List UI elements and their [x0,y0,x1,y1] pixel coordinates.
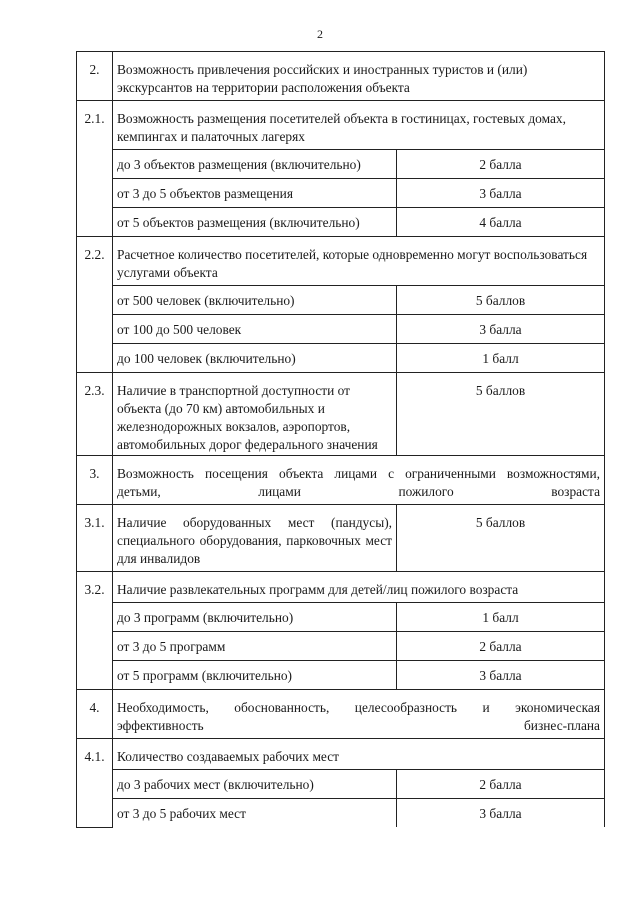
row-number: 4. [77,690,113,739]
option-score: 1 балл [397,603,605,632]
option-score: 2 балла [397,150,605,179]
row-number: 2.2. [77,237,113,373]
option-row [77,632,605,661]
criterion-text: Возможность посещения объекта лицами с ограниченными возможностями, детьми, лицами пожилого возраста [113,456,605,505]
table-row [77,237,605,286]
option-label: от 100 до 500 человек [113,315,397,344]
option-label: до 3 рабочих мест (включительно) [113,770,397,799]
option-label: от 3 до 5 объектов размещения [113,179,397,208]
option-label: от 3 до 5 рабочих мест [113,799,397,828]
table-row [77,690,605,739]
option-row [77,150,605,179]
criterion-text: Наличие развлекательных программ для детей/лиц пожилого возраста [113,572,605,603]
row-number: 3.2. [77,572,113,690]
row-number: 3. [77,456,113,505]
criterion-text: Расчетное количество посетителей, которые одновременно могут воспользоваться услугами объекта [113,237,605,286]
criterion-text: Возможность привлечения российских и иностранных туристов и (или) экскурсантов на территории расположения объекта [113,52,605,101]
page-number: 2 [317,27,323,41]
option-label: от 5 объектов размещения (включительно) [113,208,397,237]
criterion-text: Наличие оборудованных мест (пандусы), специального оборудования, парковочных мест для инвалидов [113,505,397,572]
option-row [77,661,605,690]
table-row [77,572,605,603]
option-score: 4 балла [397,208,605,237]
criterion-text: Наличие в транспортной доступности от объекта (до 70 км) автомобильных и железнодорожных вокзалов, аэропортов, автомобильных дорог федерального значения [113,373,397,456]
option-label: от 3 до 5 программ [113,632,397,661]
option-score: 3 балла [397,661,605,690]
option-label: до 3 программ (включительно) [113,603,397,632]
option-row [77,208,605,237]
option-row [77,603,605,632]
option-score: 2 балла [397,770,605,799]
option-row [77,315,605,344]
option-score: 3 балла [397,179,605,208]
criterion-text: Количество создаваемых рабочих мест [113,739,605,770]
option-row [77,286,605,315]
option-label: от 5 программ (включительно) [113,661,397,690]
option-row [77,179,605,208]
option-row [77,344,605,373]
table-row [77,373,605,456]
option-score: 2 балла [397,632,605,661]
criterion-score: 5 баллов [397,373,605,456]
option-score: 3 балла [397,315,605,344]
option-row [77,799,605,828]
table-row [77,505,605,572]
row-number: 3.1. [77,505,113,572]
option-score: 1 балл [397,344,605,373]
row-number: 4.1. [77,739,113,828]
option-label: от 500 человек (включительно) [113,286,397,315]
row-number: 2.1. [77,101,113,237]
option-label: до 100 человек (включительно) [113,344,397,373]
option-score: 5 баллов [397,286,605,315]
criteria-table [76,51,605,828]
table-row [77,739,605,770]
table-row [77,101,605,150]
option-score: 3 балла [397,799,605,828]
criterion-text: Необходимость, обоснованность, целесообразность и экономическая эффективность бизнес-плана [113,690,605,739]
criterion-text: Возможность размещения посетителей объекта в гостиницах, гостевых домах, кемпингах и палаточных лагерях [113,101,605,150]
table-row [77,52,605,101]
option-row [77,770,605,799]
row-number: 2.3. [77,373,113,456]
row-number: 2. [77,52,113,101]
option-label: до 3 объектов размещения (включительно) [113,150,397,179]
criterion-score: 5 баллов [397,505,605,572]
table-row [77,456,605,505]
